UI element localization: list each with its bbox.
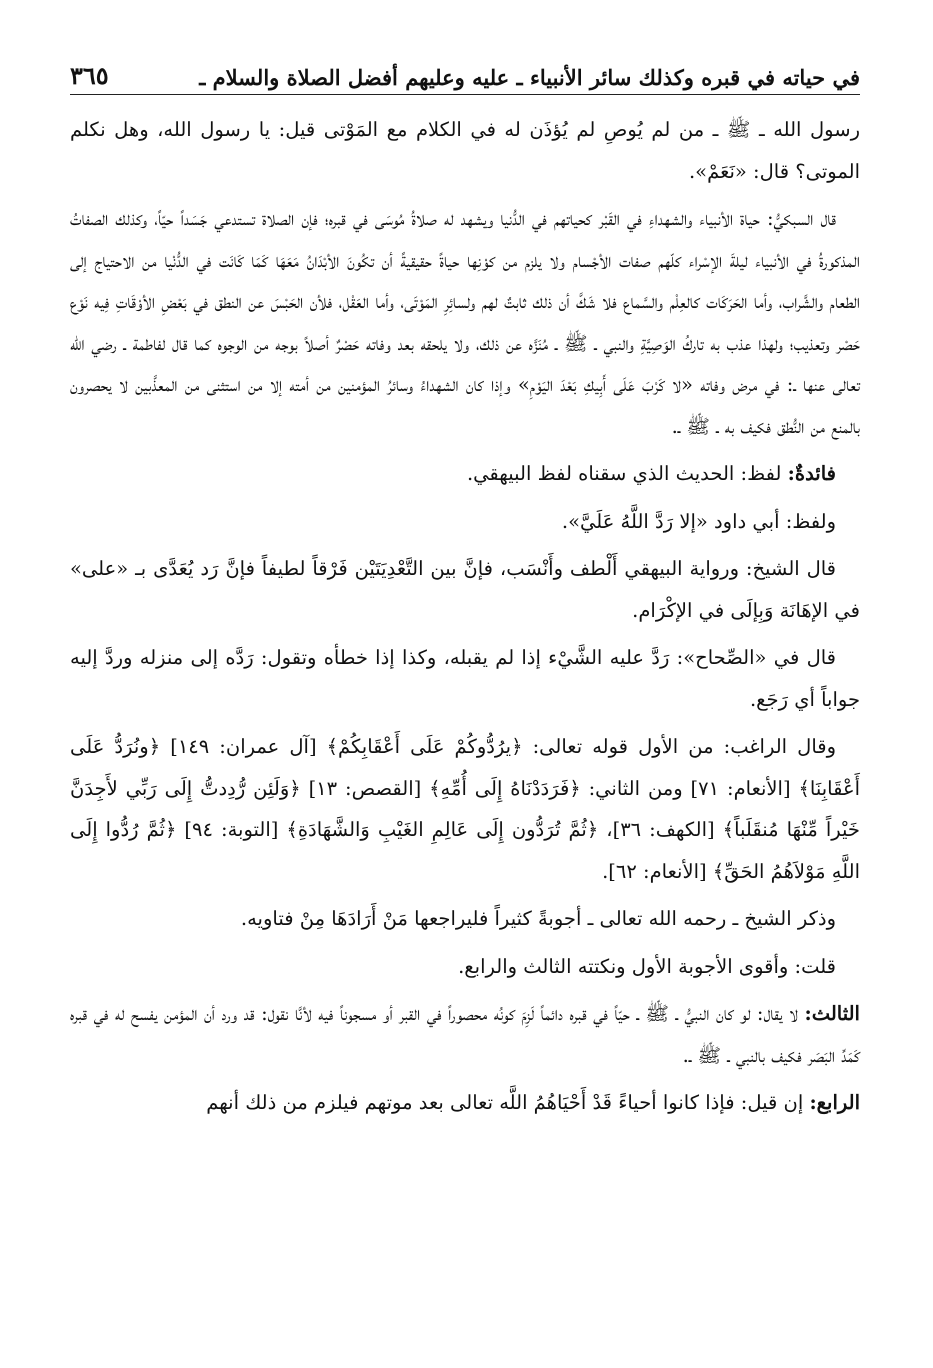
paragraph-text: قال الشيخ: ورواية البيهقي أَلْطف وأَنْسَب، فإنَّ بين التَّعْدِيَتَيْن فَرْقاً لطيفاً فإنَّ رَد يُعَدَّى بـ «على» في الإهَانَة وَبِإلَى في الإكْرَام. bbox=[70, 557, 860, 622]
paragraph bbox=[70, 946, 860, 988]
paragraph bbox=[70, 109, 860, 192]
paragraph-text: لا يقال: لو كان النبيُّ ـ ﷺ ـ حيّاً في قبره دائماً لَزِمَ كونُه محصوراً في القبر أو مسجوناً فيه لأنَّا نقول: قد ورد أن المؤمن يفسح له في قبره كَمَدِّ البَصَر فكيف بالنبي ـ ﷺ ـ. bbox=[70, 1002, 860, 1067]
running-header bbox=[70, 50, 860, 95]
paragraph-text: قال في «الصِّحاح»: رَدَّ عليه الشَّيْء إذا لم يقبله، وكذا إذا خطأه وتقول: رَدَّه إلى منزله وردَّ إليه جواباً أي رَجَع. bbox=[70, 646, 860, 711]
book-page bbox=[70, 50, 860, 1350]
paragraph-label: الثالث: bbox=[804, 1002, 860, 1025]
body-text bbox=[70, 109, 860, 1124]
paragraph bbox=[70, 198, 860, 447]
paragraph-text: إن قيل: فإذا كانوا أحياءً قَدْ أَحْيَاهُمُ اللَّه تعالى بعد موتهم فيلزم من ذلك أنهم bbox=[206, 1091, 804, 1114]
paragraph-text: رسول الله ـ ﷺ ـ من لم يُوصِ لم يُؤذَن له في الكلام مع المَوْتى قيل: يا رسول الله، وهل نكلم الموتى؟ قال: «نَعَمْ». bbox=[70, 118, 860, 183]
paragraph bbox=[70, 548, 860, 631]
paragraph-text: ولفظ: أبي داود «إلا رَدَّ اللَّهُ عَلَيَّ». bbox=[561, 509, 836, 533]
paragraph bbox=[70, 637, 860, 720]
paragraph bbox=[70, 726, 860, 892]
paragraph-text: وقال الراغب: من الأول قوله تعالى: ﴿يرُدُّوكُمْ عَلَى أَعْقَابِكُمْ﴾ [آل عمران: ١٤٩] ﴿ونُرَدُّ عَلَى أَعْقَابِنَا﴾ [الأنعام: ٧١] ومن الثاني: ﴿فَرَدَدْنَاهُ إِلَى أُمِّهِ﴾ [القصص: ١٣] ﴿وَلَئِن رُّدِدتُّ إِلَى رَبِّي لأَجِدَنَّ خَيْراً مِّنْهَا مُنقَلَباً﴾ [الكهف: ٣٦]، ﴿ثُمَّ تُرَدُّون إِلَى عَالِمِ الغَيْبِ وَالشَّهَادَةِ﴾ [التوبة: ٩٤] ﴿ثُمَّ رُدُّوا إِلَى اللَّهِ مَوْلاَهُمُ الحَقِّ﴾ [الأنعام: ٦٢]. bbox=[70, 735, 860, 883]
paragraph-label: فائدةٌ: bbox=[787, 462, 836, 485]
page-number: ٣٦٥ bbox=[70, 61, 109, 90]
paragraph bbox=[70, 993, 860, 1076]
paragraph-text: لفظ: الحديث الذي سقناه لفظ البيهقي. bbox=[466, 462, 782, 485]
paragraph bbox=[70, 501, 860, 543]
paragraph-text: قال السبكيُّ: حياة الأنبياء والشهداءِ في القَبْر كحياتهم في الدُّنيا ويشهد له صلاةُ مُوسَى في قبره؛ فإن الصلاة تستدعي جَسَداً حيّاً، وكذلك الصفاتُ المذكورةُ في الأنبياء ليلةَ الإسْراء كلّهم صفات الأجْسام ولا يلزم من كوْنِها حياةً حقيقيةً أن تكُونَ الأبْدَانُ مَعَهَا كَمَا كَانَت في الدُّنْيا من الاحتياج إلى الطعام والشَّراب، وأما الحَرَكَات كالعِلْم والسَّماع فلا شَكَّ أن ذلك ثابتٌ لهم ولسائِرِ المَوْتَى، وأما العَقْل، فلأن الحَبْسَ عن النطق في بَعْضِ الأوْقَاتِ فِيه نَوْع حَصْر وتعذيب؛ ولهذا عذب به تاركُ الوَصِيَّةِ والنبي ـ ﷺ ـ مُنَزَّه عن ذلك، ولا يلحقه بعد وفاته حَصْرٌ أصلاً بوجه من الوجوه كما قال لفاطمة ـ رضي الله تعالى عنها ـ: في مرض وفاته «لا كَرْبَ عَلَى أَبِيكِ بَعْدَ اليَوْمِ» وإذا كان الشهداءُ وسائرُ المؤمنين من أمته إلا من استثنى من المعذَّبين لا يحصرون بالمنع من النُّطق فكيف به ـ ﷺ ـ. bbox=[70, 207, 860, 438]
paragraph-label: الرابع: bbox=[809, 1091, 860, 1114]
paragraph-text: وذكر الشيخ ـ رحمه الله تعالى ـ أجوبةً كثيراً فليراجعها مَنْ أَرَادَهَا مِنْ فتاويه. bbox=[240, 907, 836, 930]
paragraph bbox=[70, 898, 860, 940]
paragraph bbox=[70, 453, 860, 495]
paragraph-text: قلت: وأقوى الأجوبة الأول ونكتته الثالث والرابع. bbox=[458, 954, 836, 978]
paragraph bbox=[70, 1082, 860, 1124]
header-title: في حياته في قبره وكذلك سائر الأنبياء ـ عليه وعليهم أفضل الصلاة والسلام ـ bbox=[199, 65, 860, 90]
